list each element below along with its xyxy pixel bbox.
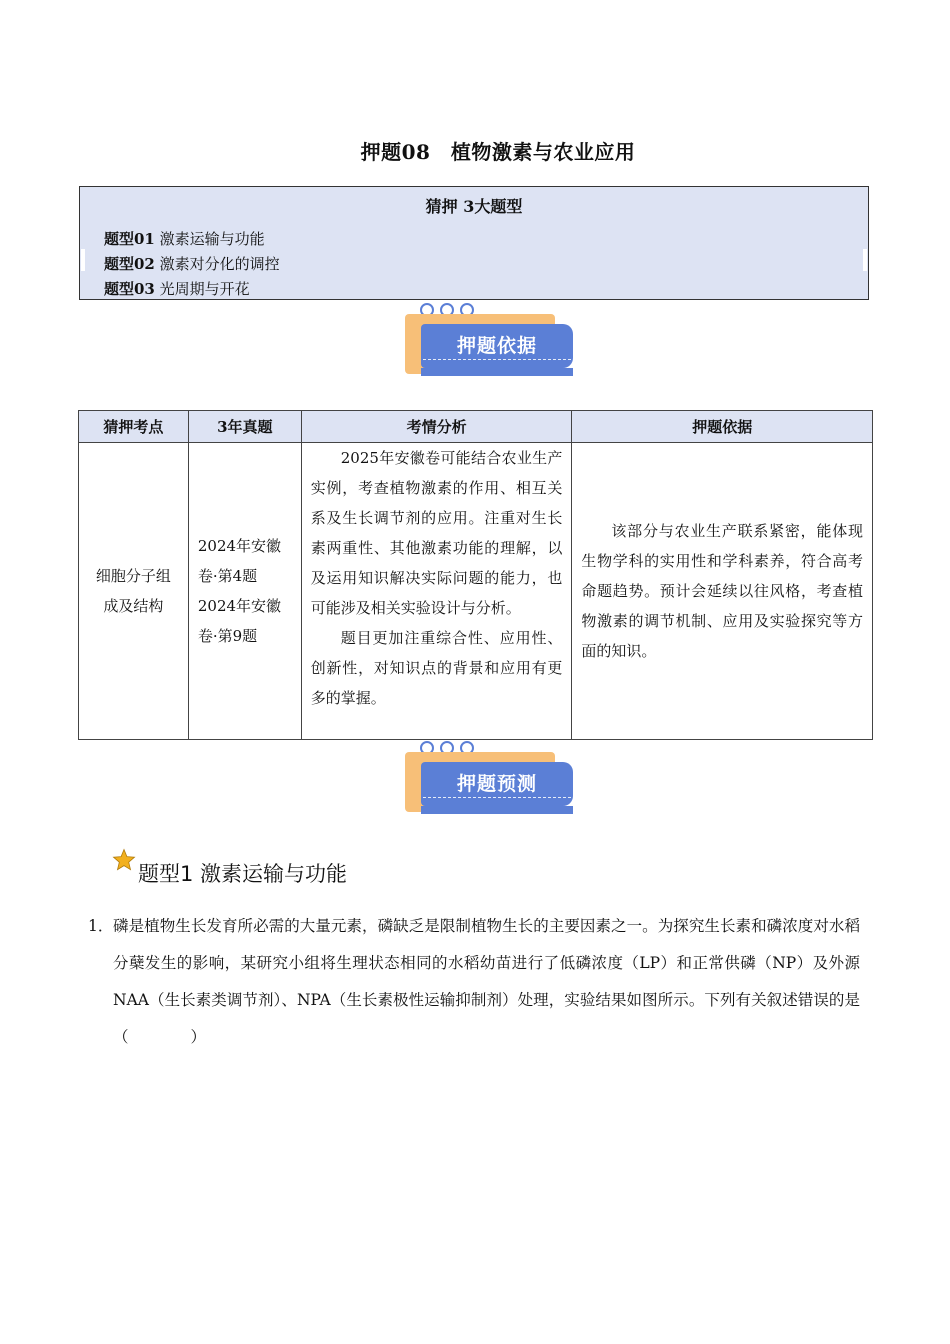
question-text: 磷是植物生长发育所必需的大量元素，磷缺乏是限制植物生长的主要因素之一。为探究生长素和磷浓度对水稻分蘖发生的影响，某研究小组将生理状态相同的水稻幼苗进行了低磷浓度（LP）和正常供磷（NP）及外源NAA（生长素类调节剂）、NPA（生长素极性运输抑制剂）处理，实验结果如图所示。下列有关叙述错误的是（ ） (113, 917, 860, 1046)
section-heading-text: 题型1 激素运输与功能 (138, 862, 348, 886)
header-topic: 猜押考点 (79, 411, 189, 443)
cell-analysis: 2025年安徽卷可能结合农业生产实例，考查植物激素的作用、相互关系及生长调节剂的应用。注重对生长素两重性、其他激素功能的理解，以及运用知识解决实际问题的能力，也可能涉及相关实验设计与分析。 题目更加注重综合性、应用性、创新性，对知识点的背景和应用有更多的掌握。 (301, 443, 572, 740)
basis-banner (405, 302, 575, 382)
star-icon (112, 848, 136, 872)
prediction-banner-label: 押题预测 (456, 773, 537, 795)
question-type-item: 题型03 光周期与开花 (104, 280, 250, 298)
cell-topic: 细胞分子组成及结构 (79, 443, 189, 740)
question-number: 1． (88, 917, 114, 935)
table-row (79, 443, 873, 740)
table-header-row (79, 411, 873, 443)
cell-basis: 该部分与农业生产联系紧密，能体现生物学科的实用性和学科素养，符合高考命题趋势。预计会延续以往风格，考查植物激素的调节机制、应用及实验探究等方面的知识。 (572, 443, 873, 740)
header-basis: 押题依据 (572, 411, 873, 443)
question-types-title: 猜押 3大题型 (425, 197, 523, 216)
box-edge-mark (863, 249, 867, 271)
header-exams: 3年真题 (188, 411, 301, 443)
prediction-banner (405, 740, 575, 820)
page-title: 押题08 植物激素与农业应用 (360, 140, 636, 164)
cell-exams: 2024年安徽卷·第4题 2024年安徽卷·第9题 (188, 443, 301, 740)
question-types-box (79, 186, 869, 300)
question-types-list (104, 227, 280, 302)
header-analysis: 考情分析 (301, 411, 572, 443)
basis-banner-label: 押题依据 (456, 335, 537, 357)
question-item (88, 908, 860, 1056)
analysis-table (78, 410, 873, 740)
question-type-item: 题型02 激素对分化的调控 (104, 255, 280, 273)
question-type-item: 题型01 激素运输与功能 (104, 230, 265, 248)
box-edge-mark (81, 249, 85, 271)
